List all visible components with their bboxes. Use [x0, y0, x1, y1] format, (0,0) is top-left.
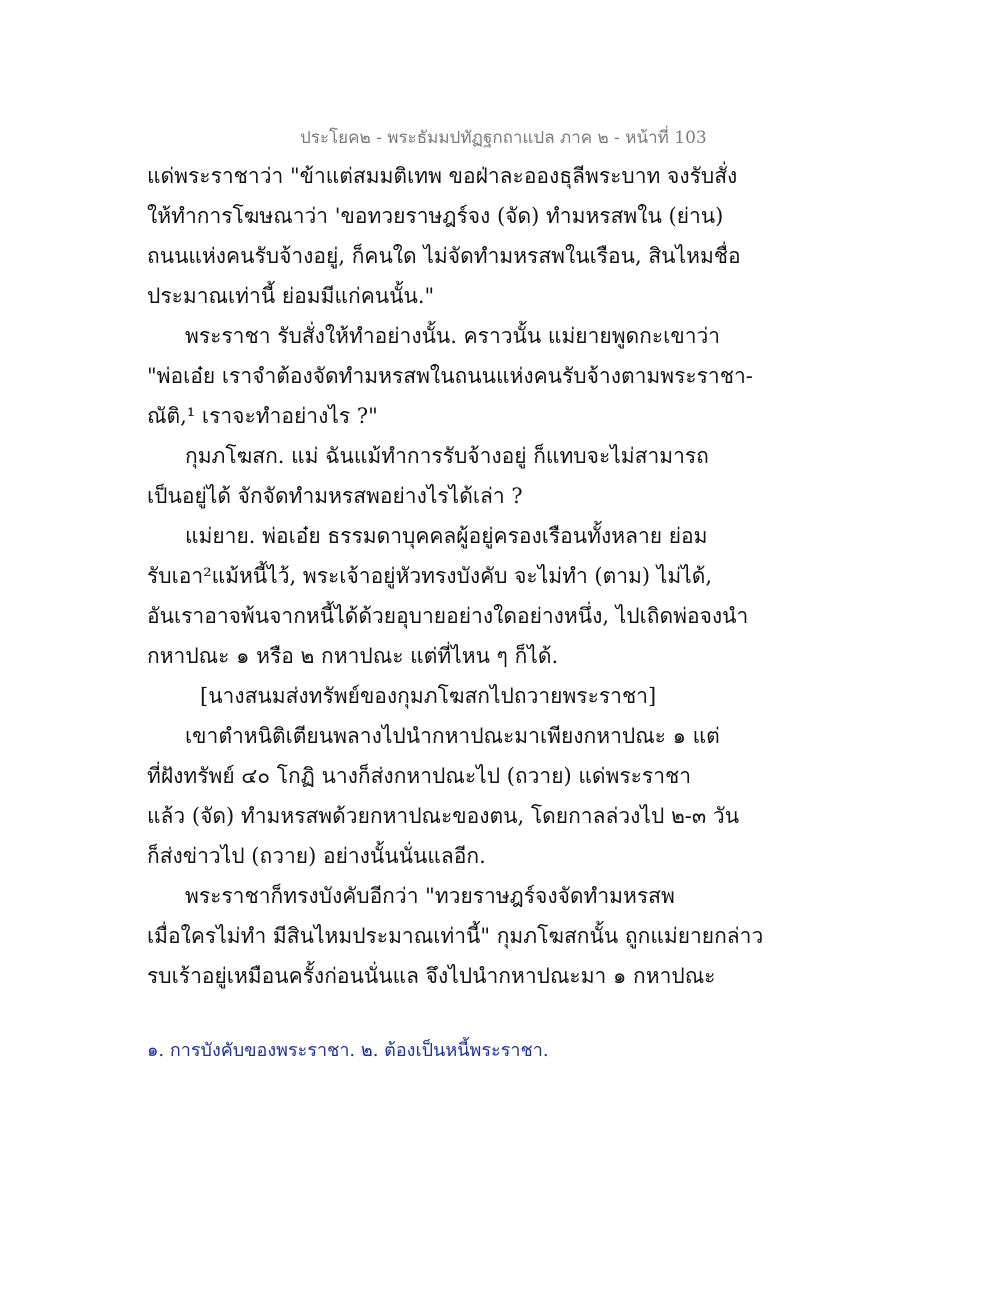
- text-line: แล้ว (จัด) ทำมหรสพด้วยกหาปณะของตน, โดยกาลล่วงไป ๒-๓ วัน: [147, 804, 740, 828]
- text-line: ให้ทำการโฆษณาว่า 'ขอทวยราษฎร์จง (จัด) ทำมหรสพใน (ย่าน): [147, 204, 724, 228]
- text-line: พระราชา รับสั่งให้ทำอย่างนั้น. คราวนั้น แม่ยายพูดกะเขาว่า: [185, 324, 721, 348]
- text-line: รบเร้าอยู่เหมือนครั้งก่อนนั่นแล จึงไปนำกหาปณะมา ๑ กหาปณะ: [147, 964, 716, 988]
- page-header: ประโยค๒ - พระธัมมปทัฏฐกถาแปล ภาค ๒ - หน้าที่ 103: [300, 128, 707, 148]
- text-line: ที่ฝังทรัพย์ ๔๐ โกฏิ นางก็ส่งกหาปณะไป (ถวาย) แด่พระราชา: [147, 764, 692, 788]
- text-line: แด่พระราชาว่า "ข้าแต่สมมติเทพ ขอฝ่าละอองธุลีพระบาท จงรับสั่ง: [147, 164, 738, 188]
- text-line: ถนนแห่งคนรับจ้างอยู่, ก็คนใด ไม่จัดทำมหรสพในเรือน, สินไหมชื่อ: [147, 244, 741, 268]
- text-line: เขาตำหนิติเตียนพลางไปนำกหาปณะมาเพียงกหาปณะ ๑ แต่: [185, 724, 720, 748]
- text-line: อันเราอาจพ้นจากหนี้ได้ด้วยอุบายอย่างใดอย่างหนึ่ง, ไปเถิดพ่อจงนำ: [147, 604, 749, 628]
- text-line: ประมาณเท่านี้ ย่อมมีแก่คนนั้น.": [147, 284, 435, 308]
- text-line: กุมภโฆสก. แม่ ฉันแม้ทำการรับจ้างอยู่ ก็แทบจะไม่สามารถ: [185, 444, 709, 468]
- text-line: เมื่อใครไม่ทำ มีสินไหมประมาณเท่านี้" กุมภโฆสกนั้น ถูกแม่ยายกล่าว: [147, 924, 764, 948]
- text-line: "พ่อเอ๋ย เราจำต้องจัดทำมหรสพในถนนแห่งคนรับจ้างตามพระราชา-: [147, 364, 753, 388]
- text-line: กหาปณะ ๑ หรือ ๒ กหาปณะ แต่ที่ไหน ๆ ก็ได้.: [147, 644, 559, 668]
- text-line: รับเอา²แม้หนี้ไว้, พระเจ้าอยู่หัวทรงบังคับ จะไม่ทำ (ตาม) ไม่ได้,: [147, 564, 713, 588]
- text-line: พระราชาก็ทรงบังคับอีกว่า "ทวยราษฎร์จงจัดทำมหรสพ: [185, 884, 675, 908]
- footnote: ๑. การบังคับของพระราชา. ๒. ต้องเป็นหนี้พระราชา.: [147, 1040, 549, 1061]
- section-heading: [นางสนมส่งทรัพย์ของกุมภโฆสกไปถวายพระราชา]: [200, 684, 657, 708]
- text-line: ก็ส่งข่าวไป (ถวาย) อย่างนั้นนั่นแลอีก.: [147, 844, 486, 868]
- text-line: เป็นอยู่ได้ จักจัดทำมหรสพอย่างไรได้เล่า ?: [147, 484, 523, 508]
- text-line: ณัติ,¹ เราจะทำอย่างไร ?": [147, 404, 378, 428]
- text-line: แม่ยาย. พ่อเอ๋ย ธรรมดาบุคคลผู้อยู่ครองเรือนทั้งหลาย ย่อม: [185, 524, 708, 548]
